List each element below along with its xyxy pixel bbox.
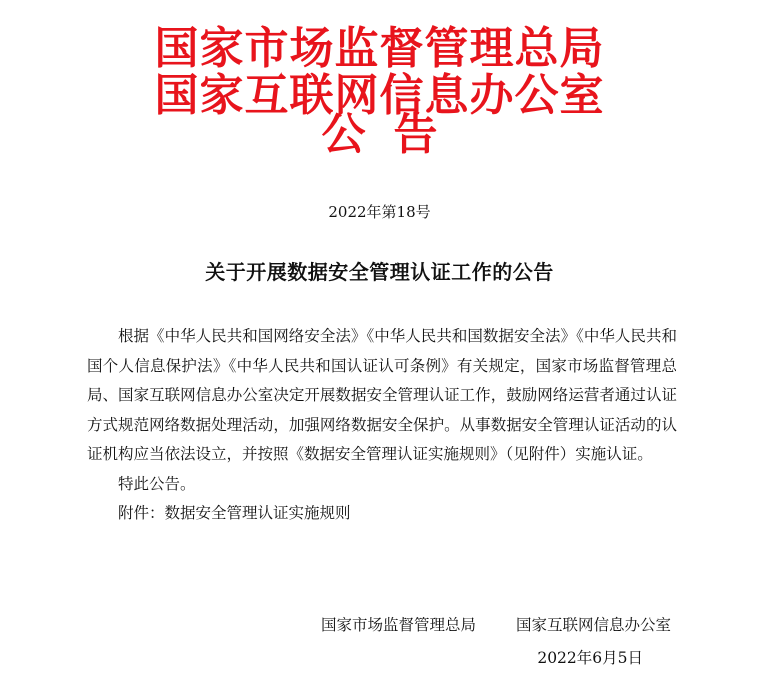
document-number: 2022年第18号: [328, 203, 431, 221]
signature-issuer-1: 国家市场监督管理总局: [320, 616, 476, 634]
signature-date: 2022年6月5日: [537, 649, 643, 667]
document-title: 关于开展数据安全管理认证工作的公告: [205, 260, 554, 284]
header-announcement-label: 公告: [321, 109, 466, 160]
body-paragraph-attachment: 附件：数据安全管理认证实施规则: [118, 504, 351, 522]
signature-issuer-2: 国家互联网信息办公室: [515, 616, 671, 634]
header-issuer-2: 国家互联网信息办公室: [154, 70, 605, 121]
signature-line: [321, 615, 671, 635]
body-paragraph-main: 根据《中华人民共和国网络安全法》《中华人民共和国数据安全法》《中华人民共和国个人信息保护法》《中华人民共和国认证认可条例》有关规定，国家市场监督管理总局、国家互联网信息办公室决定开展数据安全管理认证工作，鼓励网络运营者通过认证方式规范网络数据处理活动，加强网络数据安全保护。从事数据安全管理认证活动的认证机构应当依法设立，并按照《数据安全管理认证实施规则》（见附件）实施认证。: [87, 327, 677, 463]
body-paragraph-closing: 特此公告。: [118, 474, 196, 493]
header-issuer-1: 国家市场监督管理总局: [154, 23, 605, 74]
document-body: [87, 322, 677, 529]
